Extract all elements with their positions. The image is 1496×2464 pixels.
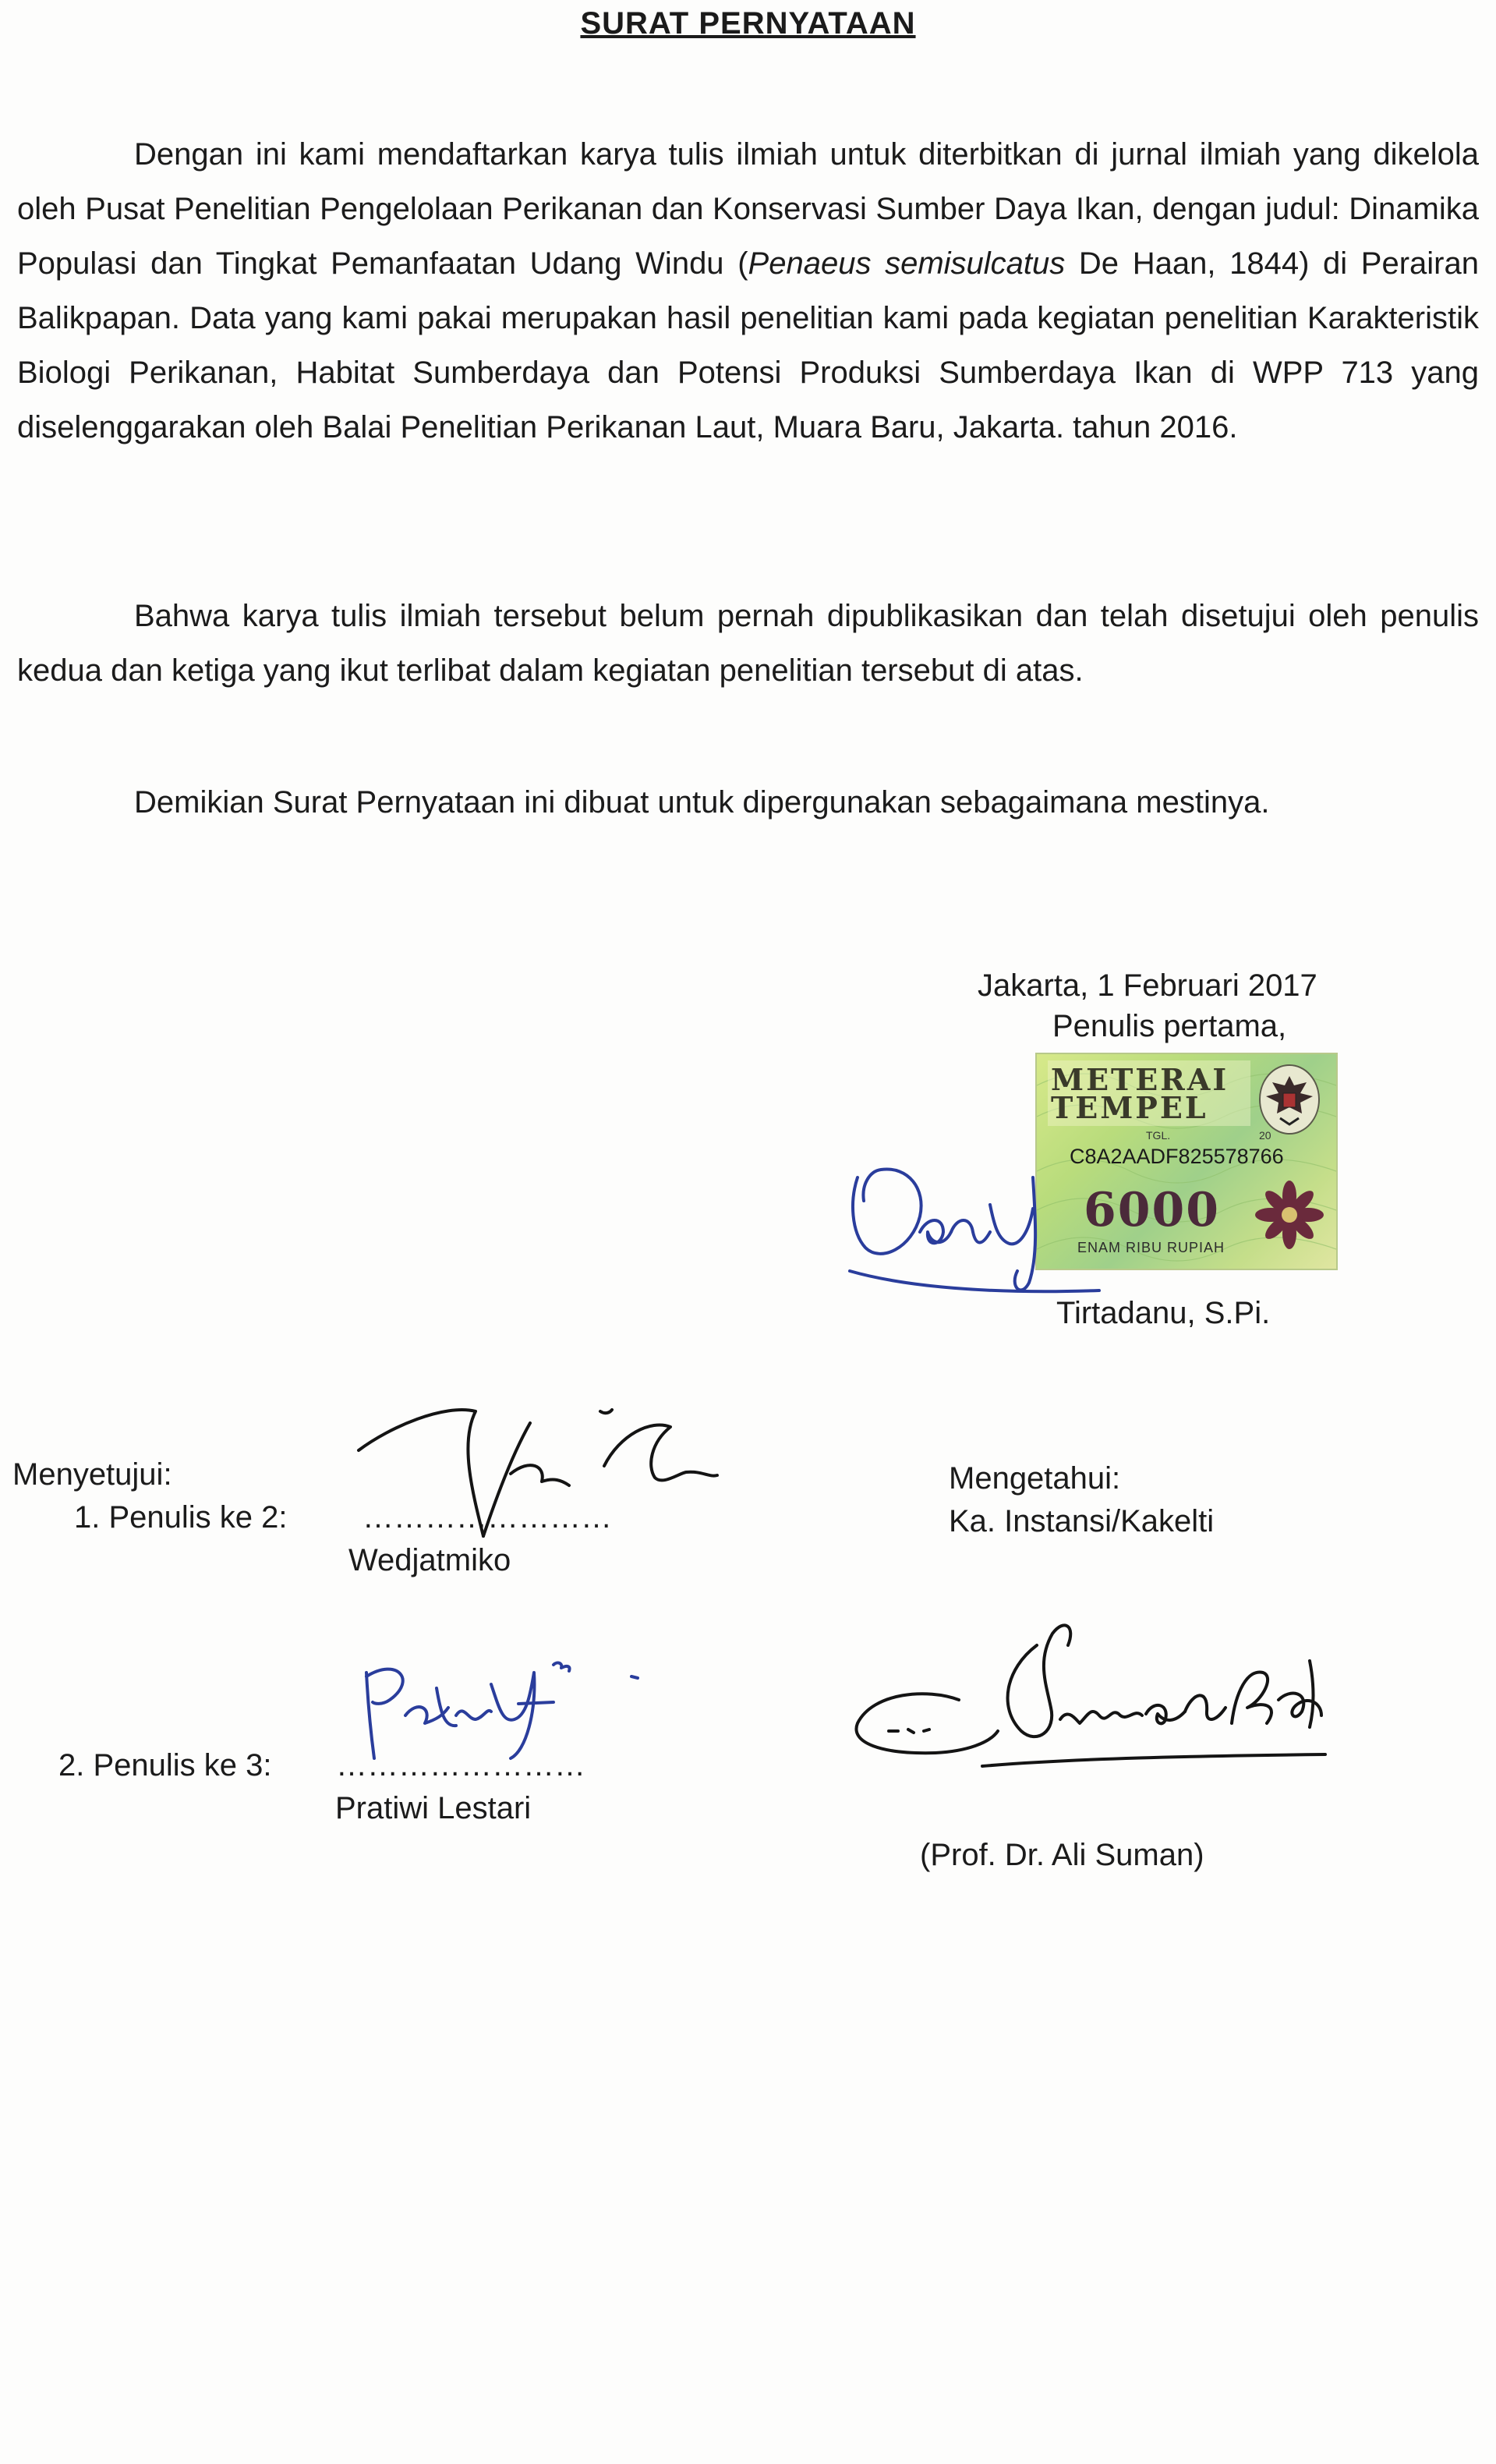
document-title: SURAT PERNYATAAN: [580, 6, 916, 41]
author2-dots: ……………………: [363, 1500, 612, 1535]
stamp-value-words: ENAM RIBU RUPIAH: [1077, 1240, 1225, 1255]
stamp-year-prefix: 20: [1259, 1129, 1271, 1142]
paragraph-closing: Demikian Surat Pernyataan ini dibuat untuk dipergunakan sebagaimana mestinya.: [134, 785, 1270, 820]
first-author-label: Penulis pertama,: [1052, 1009, 1287, 1043]
approve-label: Menyetujui:: [12, 1457, 172, 1492]
author2-label: 1. Penulis ke 2:: [74, 1500, 288, 1535]
stamp-value: 6000: [1084, 1183, 1220, 1237]
head-name: (Prof. Dr. Ali Suman): [920, 1838, 1204, 1872]
paragraph-intro-part1: Dengan ini kami mendaftarkan karya tulis ilmiah untuk diterbitkan di jurnal ilmiah yang dikelola oleh Pusat Penelitian Pengelolaan Perikanan dan Konservasi Sumber Daya Ikan, dengan judul: Dinamika Populasi dan Tingkat Pemanfaatan Udang Windu (: [17, 137, 1479, 281]
garuda-emblem-icon: [1257, 1062, 1323, 1136]
place-date: Jakarta, 1 Februari 2017: [978, 968, 1317, 1003]
head-signature: [842, 1614, 1341, 1793]
species-name: Penaeus semisulcatus: [748, 246, 1066, 281]
first-author-name: Tirtadanu, S.Pi.: [1056, 1296, 1271, 1330]
stamp-line2: TEMPEL: [1051, 1090, 1208, 1125]
stamp-serial: C8A2AADF825578766: [1070, 1145, 1284, 1168]
stamp-ornament-icon: [1254, 1179, 1325, 1251]
paragraph-intro: [17, 127, 1479, 455]
paragraph-intro-part2: De Haan, 1844) di Perairan Balikpapan. Data yang kami pakai merupakan hasil penelitian kami pada kegiatan penelitian Karakteristik Biologi Perikanan, Habitat Sumberdaya dan Potensi Produksi Sumberdaya Ikan di WPP 713 yang diselenggarakan oleh Balai Penelitian Perikanan Laut, Muara Baru, Jakarta. tahun 2016.: [17, 246, 1479, 444]
author2-name: Wedjatmiko: [348, 1543, 511, 1577]
paragraph-statement: Bahwa karya tulis ilmiah tersebut belum pernah dipublikasikan dan telah disetujui oleh penulis kedua dan ketiga yang ikut terlibat dalam kegiatan penelitian tersebut di atas.: [17, 599, 1479, 688]
author2-signature: [343, 1380, 748, 1544]
author3-label: 2. Penulis ke 3:: [58, 1748, 272, 1783]
author3-name: Pratiwi Lestari: [335, 1791, 532, 1825]
author3-dots: ……………………: [336, 1748, 585, 1783]
acknowledge-label: Mengetahui:: [949, 1461, 1121, 1496]
head-label: Ka. Instansi/Kakelti: [949, 1504, 1215, 1538]
stamp-line1: METERAI: [1051, 1062, 1229, 1097]
stamp-tgl: TGL.: [1146, 1129, 1171, 1142]
